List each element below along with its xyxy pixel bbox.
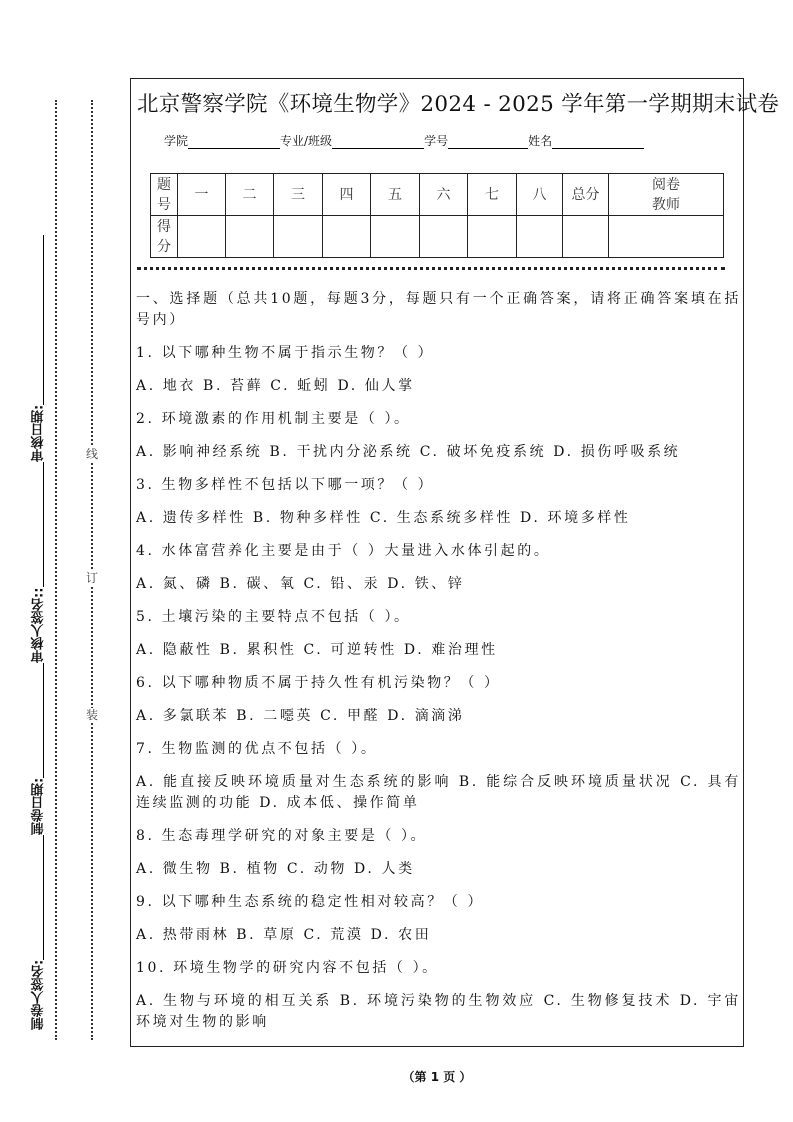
signature-margin <box>28 110 50 1030</box>
question-stem: 9. 以下哪种生态系统的稳定性相对较高？（ ） <box>136 894 485 910</box>
row-label-question-number: 题 号 <box>151 174 178 216</box>
question-options: A. 生物与环境的相互关系 B. 环境污染物的生物效应 C. 生物修复技术 D. 宇宙环境对生物的影响 <box>136 993 741 1030</box>
col-3: 三 <box>274 174 323 216</box>
prepare-date-label: 制卷日期: <box>31 777 47 835</box>
binding-marker-ding: 订 <box>85 571 98 585</box>
col-grader: 阅卷 教师 <box>609 174 724 216</box>
college-field[interactable] <box>188 136 280 149</box>
col-6: 六 <box>420 174 468 216</box>
col-1: 一 <box>178 174 226 216</box>
question-stem: 4. 水体富营养化主要是由于（ ）大量进入水体引起的。 <box>136 543 551 559</box>
question-stem: 3. 生物多样性不包括以下哪一项？（ ） <box>136 477 435 493</box>
col-2: 二 <box>226 174 274 216</box>
question-options: A. 能直接反映环境质量对生态系统的影响 B. 能综合反映环境质量状况 C. 具有连续监测的功能 D. 成本低、操作简单 <box>136 774 741 811</box>
question-options: A. 热带雨林 B. 草原 C. 荒漠 D. 农田 <box>136 927 432 943</box>
col-7: 七 <box>468 174 517 216</box>
binding-line-outer <box>55 100 57 1040</box>
question-number-row <box>151 174 724 216</box>
section-multiple-choice <box>136 289 741 1045</box>
major-class-label: 专业/班级 <box>280 134 333 148</box>
question-stem: 1. 以下哪种生物不属于指示生物？（ ） <box>136 345 435 361</box>
exam-frame <box>130 78 780 1047</box>
preparer-signature-label: 制卷人签名: <box>31 959 47 1030</box>
prepare-date-field[interactable] <box>44 663 45 778</box>
page-number: （第 1 页 ） <box>402 1070 472 1084</box>
student-info-line <box>164 132 644 149</box>
question-options: A. 多氯联苯 B. 二噁英 C. 甲醛 D. 滴滴涕 <box>136 708 465 724</box>
score-cell[interactable] <box>609 216 724 258</box>
exam-title: 北京警察学院《环境生物学》2024 - 2025 学年第一学期期末试卷 <box>137 92 780 117</box>
binding-marker-zhuang: 装 <box>85 708 98 722</box>
score-cell[interactable] <box>371 216 420 258</box>
review-date-field[interactable] <box>44 235 45 405</box>
question-options: A. 隐蔽性 B. 累积性 C. 可逆转性 D. 难治理性 <box>136 642 498 658</box>
score-cell[interactable] <box>274 216 323 258</box>
score-cell[interactable] <box>226 216 274 258</box>
question-options: A. 地衣 B. 苔藓 C. 蚯蚓 D. 仙人掌 <box>136 378 415 394</box>
reviewer-signature-label: 审核人签名:: <box>31 587 47 663</box>
name-field[interactable] <box>552 136 644 149</box>
score-cell[interactable] <box>323 216 371 258</box>
question-stem: 5. 土壤污染的主要特点不包括（ ）。 <box>136 609 411 625</box>
review-date-label: 审核日期: <box>31 404 47 463</box>
score-cell[interactable] <box>420 216 468 258</box>
question-stem: 7. 生物监测的优点不包括（ ）。 <box>136 741 378 757</box>
binding-marker-xian: 线 <box>85 447 98 461</box>
student-id-label: 学号 <box>424 134 449 148</box>
score-table <box>150 173 724 258</box>
question-options: A. 遗传多样性 B. 物种多样性 C. 生态系统多样性 D. 环境多样性 <box>136 510 631 526</box>
row-label-score: 得 分 <box>151 216 178 258</box>
col-total: 总分 <box>563 174 609 216</box>
question-stem: 6. 以下哪种物质不属于持久性有机污染物？（ ） <box>136 675 501 691</box>
preparer-signature-field[interactable] <box>44 835 45 960</box>
binding-line-inner <box>91 100 93 1040</box>
dotted-divider <box>137 267 725 270</box>
question-options: A. 氮、磷 B. 碳、氧 C. 铅、汞 D. 铁、锌 <box>136 576 465 592</box>
college-label: 学院 <box>164 134 189 148</box>
question-stem: 2. 环境激素的作用机制主要是（ ）。 <box>136 411 411 427</box>
col-4: 四 <box>323 174 371 216</box>
score-cell[interactable] <box>468 216 517 258</box>
question-options: A. 影响神经系统 B. 干扰内分泌系统 C. 破坏免疫系统 D. 损伤呼吸系统 <box>136 444 681 460</box>
col-8: 八 <box>517 174 563 216</box>
score-cell[interactable] <box>517 216 563 258</box>
score-row <box>151 216 724 258</box>
question-options: A. 微生物 B. 植物 C. 动物 D. 人类 <box>136 861 415 877</box>
score-cell[interactable] <box>563 216 609 258</box>
section-heading: 一、选择题（总共10题，每题3分，每题只有一个正确答案，请将正确答案填在括号内） <box>136 291 741 328</box>
name-label: 姓名 <box>528 134 553 148</box>
question-stem: 10. 环境生物学的研究内容不包括（ ）。 <box>136 960 439 976</box>
reviewer-signature-field[interactable] <box>44 462 45 587</box>
question-stem: 8. 生态毒理学研究的对象主要是（ ）。 <box>136 828 428 844</box>
score-cell[interactable] <box>178 216 226 258</box>
col-5: 五 <box>371 174 420 216</box>
student-id-field[interactable] <box>448 136 528 149</box>
major-class-field[interactable] <box>332 136 424 149</box>
